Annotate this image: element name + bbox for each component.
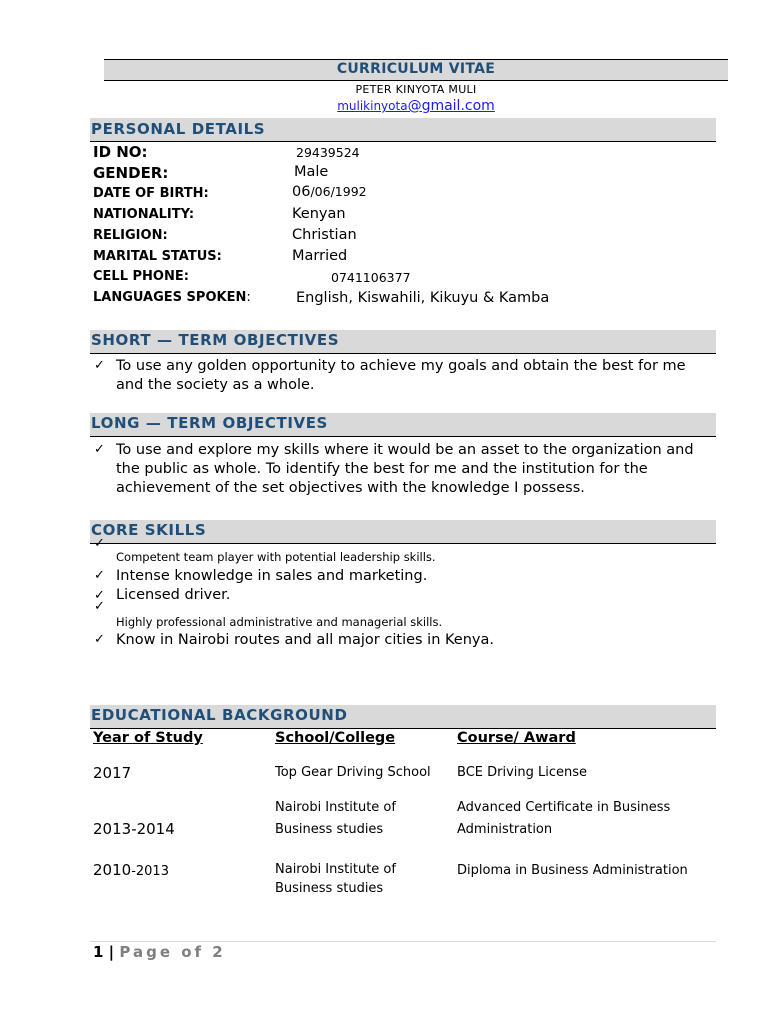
column-header-course: Course/ Award <box>457 730 576 746</box>
dob-label: DATE OF BIRTH: <box>93 186 209 201</box>
edu-course: Diploma in Business Administration <box>457 863 688 878</box>
edu-year-start: 2010 <box>93 861 132 879</box>
skill-item: Intense knowledge in sales and marketing. <box>116 568 428 584</box>
religion-label: RELIGION: <box>93 228 168 243</box>
column-header-school: School/College <box>275 730 396 746</box>
short-term-text: To use any golden opportunity to achieve my goals and obtain the best for me and the society as a whole. <box>116 358 686 393</box>
dob-day: 06 <box>292 184 311 200</box>
edu-year-end: -2014 <box>131 820 175 838</box>
nationality-label: NATIONALITY: <box>93 207 195 222</box>
skill-item: Know in Nairobi routes and all major cities in Kenya. <box>116 632 494 648</box>
check-mark-icon: ✓ <box>94 632 105 647</box>
id-label: ID NO: <box>93 143 148 161</box>
long-term-heading: LONG — TERM OBJECTIVES <box>91 414 328 432</box>
document-title: CURRICULUM VITAE <box>336 61 496 77</box>
languages-value: English, Kiswahili, Kikuyu & Kamba <box>296 290 550 306</box>
email-user: mulikinyota <box>337 99 408 113</box>
dob-value <box>292 184 367 200</box>
footer-divider <box>90 941 716 942</box>
nationality-value: Kenyan <box>292 206 346 222</box>
skill-item: Competent team player with potential leadership skills. <box>116 550 436 564</box>
applicant-name: PETER KINYOTA MULI <box>355 83 477 96</box>
religion-value: Christian <box>292 227 357 243</box>
id-value: 29439524 <box>296 145 360 160</box>
gender-label: GENDER: <box>93 164 169 182</box>
languages-label-text: LANGUAGES SPOKEN <box>93 290 247 305</box>
skill-item: Highly professional administrative and managerial skills. <box>116 615 443 629</box>
column-header-year: Year of Study <box>93 730 203 746</box>
check-mark-icon: ✓ <box>94 599 105 614</box>
email-link[interactable] <box>104 98 728 114</box>
page-number: 1 <box>93 943 104 961</box>
skill-item: Licensed driver. <box>116 587 231 603</box>
cell-phone-label: CELL PHONE: <box>93 269 189 284</box>
edu-school: Nairobi Institute of Business studies <box>275 862 396 896</box>
edu-school: Nairobi Institute of Business studies <box>275 800 396 837</box>
edu-course: Advanced Certificate in Business Administration <box>457 800 671 837</box>
footer-separator: | <box>108 943 115 961</box>
dob-rest: /06/1992 <box>310 184 367 199</box>
education-heading: EDUCATIONAL BACKGROUND <box>91 706 348 724</box>
marital-status-value: Married <box>292 248 348 264</box>
edu-year <box>93 861 169 879</box>
languages-label-colon: : <box>246 290 251 305</box>
edu-school: Top Gear Driving School <box>275 765 431 780</box>
edu-year: 2017 <box>93 764 132 782</box>
check-mark-icon: ✓ <box>94 442 105 457</box>
cell-phone-value: 0741106377 <box>331 270 411 285</box>
check-mark-icon: ✓ <box>94 358 105 373</box>
check-mark-icon: ✓ <box>94 568 105 583</box>
check-mark-icon: ✓ <box>94 536 105 551</box>
edu-course: BCE Driving License <box>457 765 588 780</box>
personal-details-heading: PERSONAL DETAILS <box>91 120 266 138</box>
page-count-text: Page of 2 <box>119 943 226 961</box>
edu-year-end: -2013 <box>131 864 169 879</box>
email-domain: @gmail.com <box>407 98 495 114</box>
core-skills-heading: CORE SKILLS <box>91 521 207 539</box>
marital-status-label: MARITAL STATUS: <box>93 249 222 264</box>
languages-label <box>93 290 251 305</box>
edu-year-start: 2013 <box>93 820 132 838</box>
page-footer <box>93 943 226 961</box>
edu-year <box>93 820 175 838</box>
long-term-text: To use and explore my skills where it would be an asset to the organization and the public as whole. To identify the best for me and the institution for the achievement of the set objectives with the knowledge I possess. <box>116 442 694 496</box>
short-term-heading: SHORT — TERM OBJECTIVES <box>91 331 340 349</box>
gender-value: Male <box>294 164 329 180</box>
check-mark-icon: ✓ <box>94 588 105 603</box>
